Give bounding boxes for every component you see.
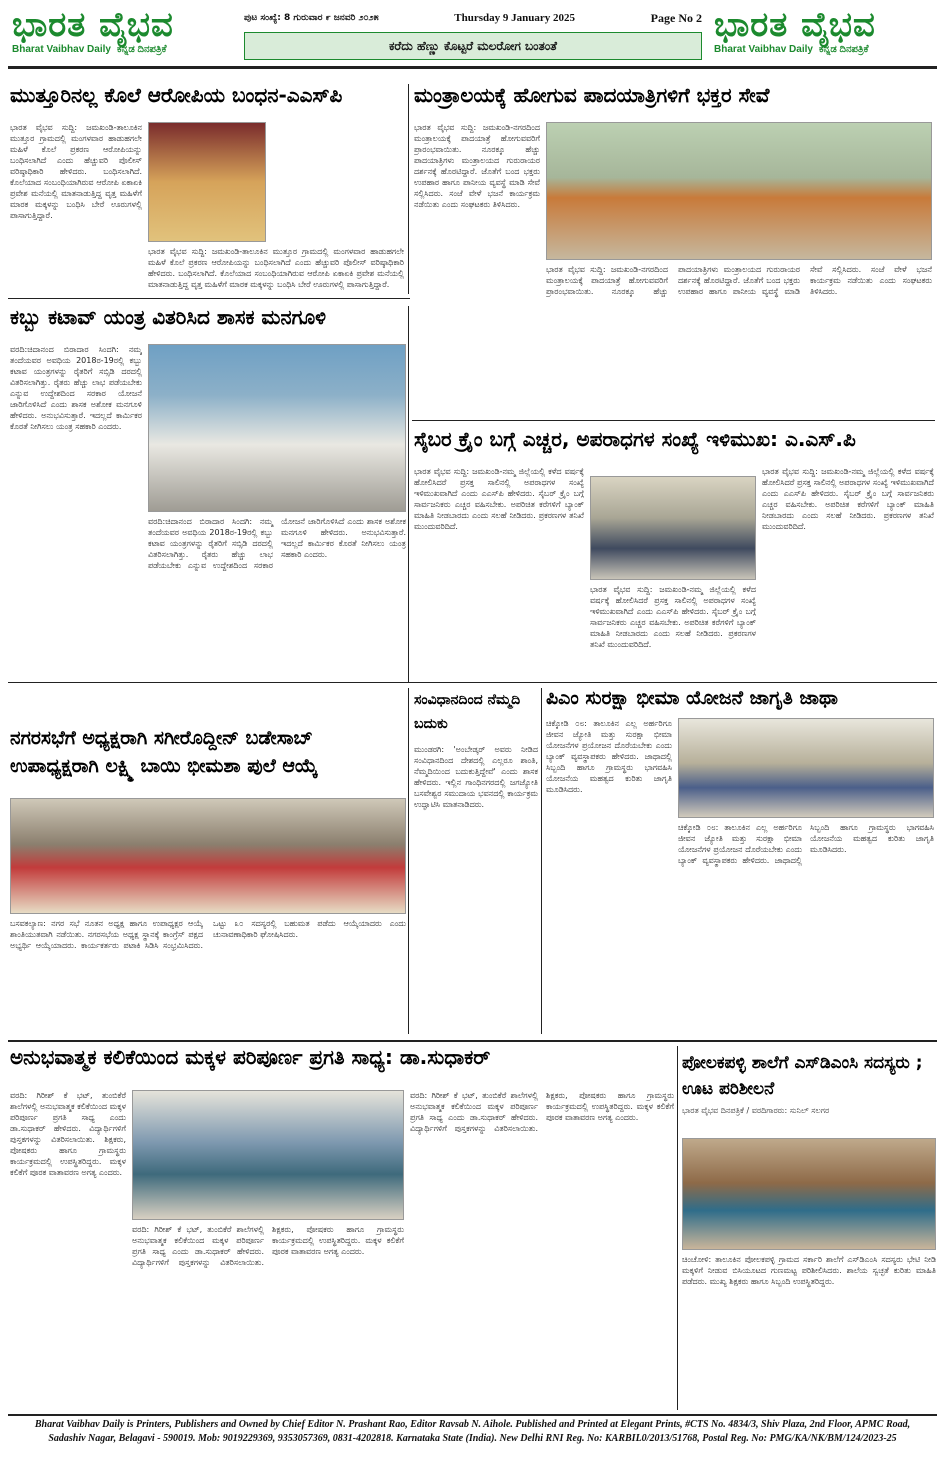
body-a8-col1: ವರದಿ: ಗಿರೀಶ್ ಕೆ ಭಟ್, ತುಂಬಿಕೆರೆ ಶಾಲೆಗಳಲ್ಲಿ ಅನುಭವಾತ್ಮಕ ಕಲಿಕೆಯಿಂದ ಮಕ್ಕಳ ಪರಿಪೂರ್ಣ ಪ್ರಗತಿ ಸಾಧ್ಯ ಎಂದು ಡಾ.ಸುಧಾಕರ್ ಹೇಳಿದರು. ವಿದ್ಯಾರ್ಥಿಗಳಿಗೆ ಪುಸ್ತಕಗಳನ್ನು ವಿತರಿಸಲಾಯಿತು. ಶಿಕ್ಷಕರು, ಪೋಷಕರು ಹಾಗೂ ಗ್ರಾಮಸ್ಥರು ಕಾರ್ಯಕ್ರಮದಲ್ಲಿ ಉಪಸ್ಥಿತರಿದ್ದರು. ಮಕ್ಕಳ ಕಲಿಕೆಗೆ ಪೂರಕ ವಾತಾವರಣ ಅಗತ್ಯ ಎಂದರು. [10, 1091, 126, 1177]
photo-a6 [678, 718, 934, 818]
rule-lower [8, 1040, 937, 1042]
body-a9: ಚಿಂಚೋಳಿ: ತಾಲೂಕಿನ ಪೋಲಕಪಳ್ಳಿ ಗ್ರಾಮದ ಸರ್ಕಾರಿ ಶಾಲೆಗೆ ಎಸ್‌ಡಿಎಂಸಿ ಸದಸ್ಯರು ಭೇಟಿ ನೀಡಿ ಮಕ್ಕಳಿಗೆ ನೀಡುವ ಬಿಸಿಯೂಟದ ಗುಣಮಟ್ಟ ಪರಿಶೀಲಿಸಿದರು. ಶಾಲೆಯ ಸ್ವಚ್ಛತೆ ಕುರಿತು ಮಾಹಿತಿ ಪಡೆದರು. ಮುಖ್ಯ ಶಿಕ್ಷಕರು ಹಾಗೂ ಸಿಬ್ಬಂದಿ ಉಪಸ್ಥಿತರಿದ್ದರು. [682, 1255, 936, 1286]
body-a4-col1: ಭಾರತ ವೈಭವ ಸುದ್ದಿ: ಜಮಖಂಡಿ-ನಮ್ಮ ಜಿಲ್ಲೆಯಲ್ಲಿ ಕಳೆದ ವರ್ಷಕ್ಕೆ ಹೋಲಿಸಿದರೆ ಪ್ರಸಕ್ತ ಸಾಲಿನಲ್ಲಿ ಅಪರಾಧಗಳ ಸಂಖ್ಯೆ ಇಳಿಮುಖವಾಗಿದೆ ಎಂದು ಎಎಸ್‌ಪಿ ಹೇಳಿದರು. ಸೈಬರ್ ಕ್ರೈಂ ಬಗ್ಗೆ ಸಾರ್ವಜನಿಕರು ಎಚ್ಚರ ವಹಿಸಬೇಕು. ಅಪರಿಚಿತ ಕರೆಗಳಿಗೆ ಬ್ಯಾಂಕ್ ಮಾಹಿತಿ ನೀಡಬಾರದು ಎಂದು ಸಲಹೆ ನೀಡಿದರು. ಪ್ರಕರಣಗಳ ತನಿಖೆ ಮುಂದುವರಿದಿದೆ. [414, 467, 584, 531]
body-a8-col3: ವರದಿ: ಗಿರೀಶ್ ಕೆ ಭಟ್, ತುಂಬಿಕೆರೆ ಶಾಲೆಗಳಲ್ಲಿ ಅನುಭವಾತ್ಮಕ ಕಲಿಕೆಯಿಂದ ಮಕ್ಕಳ ಪರಿಪೂರ್ಣ ಪ್ರಗತಿ ಸಾಧ್ಯ ಎಂದು ಡಾ.ಸುಧಾಕರ್ ಹೇಳಿದರು. ವಿದ್ಯಾರ್ಥಿಗಳಿಗೆ ಪುಸ್ತಕಗಳನ್ನು ವಿತರಿಸಲಾಯಿತು. ಶಿಕ್ಷಕರು, ಪೋಷಕರು ಹಾಗೂ ಗ್ರಾಮಸ್ಥರು ಕಾರ್ಯಕ್ರಮದಲ್ಲಿ ಉಪಸ್ಥಿತರಿದ್ದರು. ಮಕ್ಕಳ ಕಲಿಕೆಗೆ ಪೂರಕ ವಾತಾವರಣ ಅಗತ್ಯ ಎಂದರು. [410, 1091, 674, 1133]
body-a7: ಬಸವಕಲ್ಯಾಣ: ನಗರ ಸಭೆ ನೂತನ ಅಧ್ಯಕ್ಷ ಹಾಗೂ ಉಪಾಧ್ಯಕ್ಷರ ಆಯ್ಕೆ ಶಾಂತಿಯುತವಾಗಿ ನಡೆಯಿತು. ನಗರಸಭೆಯ ಅಧ್ಯಕ್ಷ ಸ್ಥಾನಕ್ಕೆ ಕಾಂಗ್ರೆಸ್ ಪಕ್ಷದ ಅಭ್ಯರ್ಥಿ ಆಯ್ಕೆಯಾದರು. ಕಾರ್ಯಕರ್ತರು ಪಟಾಕಿ ಸಿಡಿಸಿ ಸಂಭ್ರಮಿಸಿದರು. ಒಟ್ಟು ೩೦ ಸದಸ್ಯರಲ್ಲಿ ಬಹುಮತ ಪಡೆದು ಆಯ್ಕೆಯಾದರು ಎಂದು ಚುನಾವಣಾಧಿಕಾರಿ ಘೋಷಿಸಿದರು. [10, 919, 406, 950]
col-divider-5 [677, 1046, 678, 1410]
footer-rule [8, 1414, 937, 1416]
byline-a9: ಭಾರತ ವೈಭವ ದಿನಪತ್ರಿಕೆ / ವರದಿಗಾರರು: ಸುನಿಲ್ ಸಲಗರ [682, 1106, 830, 1115]
headline-a7-line1: ನಗರಸಭೆಗೆ ಅಧ್ಯಕ್ಷರಾಗಿ ಸಗೀರೊದ್ದೀನ್ ಬಡೇಸಾಬ್ [10, 727, 313, 749]
headline-a4: ಸೈಬರ ಕ್ರೈಂ ಬಗ್ಗೆ ಎಚ್ಚರ, ಅಪರಾಧಗಳ ಸಂಖ್ಯೆ ಇಳಿಮುಖ: ಎ.ಎಸ್.ಪಿ [414, 427, 856, 451]
body-a3-col2: ವರದಿ:ಚಿದಾನಂದ ಬಿರಾದಾರ ಸಿಂದಗಿ: ನಮ್ಮ ತಂದೆಯವರ ಅವಧಿಯ 2018ರ-19ರಲ್ಲಿ ಕಬ್ಬು ಕಟಾವ ಯಂತ್ರಗಳನ್ನು ರೈತರಿಗೆ ಸಬ್ಸಿಡಿ ದರದಲ್ಲಿ ವಿತರಿಸಲಾಗಿತ್ತು. ರೈತರು ಹೆಚ್ಚು ಲಾಭ ಪಡೆಯಬೇಕು ಎನ್ನುವ ಉದ್ದೇಶದಿಂದ ಸರಕಾರ ಯೋಜನೆ ಜಾರಿಗೊಳಿಸಿದೆ ಎಂದು ಶಾಸಕ ಅಶೋಕ ಮನಗೂಳಿ ಹೇಳಿದರು. ಅನುಭವಿಸುತ್ತಾರೆ. ಇದಲ್ಲದೆ ಕಾರ್ಮಿಕರ ಕೊರತೆ ನೀಗಿಸಲು ಯಂತ್ರ ಸಹಕಾರಿ ಎಂದರು. [148, 517, 406, 570]
headline-a3: ಕಬ್ಬು ಕಟಾವ್ ಯಂತ್ರ ವಿತರಿಸಿದ ಶಾಸಕ ಮನಗೂಳಿ [10, 305, 327, 329]
body-a6-col2: ಚಿಕ್ಕೋಡಿ ೦೮: ತಾಲೂಕಿನ ಎಲ್ಲ ಅರ್ಹರಿಗೂ ಜೀವನ ಜ್ಯೋತಿ ಮತ್ತು ಸುರಕ್ಷಾ ಭೀಮಾ ಯೋಜನೆಗಳ ಪ್ರಯೋಜನ ದೊರೆಯಬೇಕು ಎಂದು ಬ್ಯಾಂಕ್ ವ್ಯವಸ್ಥಾಪಕರು ಹೇಳಿದರು. ಜಾಥಾದಲ್ಲಿ ಸಿಬ್ಬಂದಿ ಹಾಗೂ ಗ್ರಾಮಸ್ಥರು ಭಾಗವಹಿಸಿ ಯೋಜನೆಯ ಮಹತ್ವದ ಕುರಿತು ಜಾಗೃತಿ ಮೂಡಿಸಿದರು. [678, 823, 934, 865]
photo-a2 [546, 122, 932, 260]
headline-a2: ಮಂತ್ರಾಲಯಕ್ಕೆ ಹೋಗುವ ಪಾದಯಾತ್ರಿಗಳಿಗೆ ಭಕ್ತರ ಸೇವೆ [414, 83, 770, 107]
headline-a5: ಸಂವಿಧಾನದಿಂದ ನೆಮ್ಮದಿ ಬದುಕು [414, 692, 521, 732]
body-a1-col2: ಭಾರತ ವೈಭವ ಸುದ್ದಿ: ಜಮಖಂಡಿ-ತಾಲೂಕಿನ ಮುತ್ತೂರ ಗ್ರಾಮದಲ್ಲಿ ಮಂಗಳವಾರ ಹಾಡುಹಗಲೇ ಮಹಿಳೆ ಕೊಲೆ ಪ್ರಕರಣ ಆರೋಪಿಯನ್ನು ಬಂಧಿಸಲಾಗಿದೆ ಎಂದು ಹೆಚ್ಚುವರಿ ಪೊಲೀಸ್ ವರಿಷ್ಠಾಧಿಕಾರಿ ಹೇಳಿದರು. ಬಂಧಿಸಲಾಗಿದೆ. ಕೊಲೆಯಾದ ಸಂಬಂಧಿಯಾಗಿರುವ ಆರೋಪಿ ಏಕಾಏಕಿ ಪ್ರವೇಶ ಮನೆಯಲ್ಲಿ ಮಾತನಾಡುತ್ತಿದ್ದ ವೃತ್ತ ಮಹಿಳೆಗೆ ಮಾರಕ ಮಕ್ಕಳನ್ನು ಬಂಧಿಸಿ ಬೇರೆ ಊರುಗಳಲ್ಲಿ ಪಾಸಾಗುತ್ತಿದ್ದಾರೆ. [148, 247, 404, 289]
tagline-bar [244, 32, 702, 60]
headline-a8: ಅನುಭವಾತ್ಮಕ ಕಲಿಕೆಯಿಂದ ಮಕ್ಕಳ ಪರಿಪೂರ್ಣ ಪ್ರಗತಿ ಸಾಧ್ಯ: ಡಾ.ಸುಧಾಕರ್ [10, 1045, 491, 1069]
col-divider-2 [408, 306, 409, 682]
body-a4-col2: ಭಾರತ ವೈಭವ ಸುದ್ದಿ: ಜಮಖಂಡಿ-ನಮ್ಮ ಜಿಲ್ಲೆಯಲ್ಲಿ ಕಳೆದ ವರ್ಷಕ್ಕೆ ಹೋಲಿಸಿದರೆ ಪ್ರಸಕ್ತ ಸಾಲಿನಲ್ಲಿ ಅಪರಾಧಗಳ ಸಂಖ್ಯೆ ಇಳಿಮುಖವಾಗಿದೆ ಎಂದು ಎಎಸ್‌ಪಿ ಹೇಳಿದರು. ಸೈಬರ್ ಕ್ರೈಂ ಬಗ್ಗೆ ಸಾರ್ವಜನಿಕರು ಎಚ್ಚರ ವಹಿಸಬೇಕು. ಅಪರಿಚಿತ ಕರೆಗಳಿಗೆ ಬ್ಯಾಂಕ್ ಮಾಹಿತಿ ನೀಡಬಾರದು ಎಂದು ಸಲಹೆ ನೀಡಿದರು. ಪ್ರಕರಣಗಳ ತನಿಖೆ ಮುಂದುವರಿದಿದೆ. [590, 585, 756, 649]
photo-a8 [132, 1090, 404, 1220]
headline-a6: ಪಿಎಂ ಸುರಕ್ಷಾ ಭೀಮಾ ಯೋಜನೆ ಜಾಗೃತಿ ಜಾಥಾ [546, 687, 838, 709]
rule-a2 [412, 420, 935, 421]
footer-line1: Bharat Vaibhav Daily is Printers, Publishers and Owned by Chief Editor N. Prashant Rao, Editor Ravsab N. Aihole. Published and Printed at Elegant Prints, #CTS No. 4834/3, Shiv Plaza, 2nd Floor, APMC Road, [34, 1419, 911, 1430]
issue-line [244, 8, 702, 28]
tagline: ಕರೆದು ಹೆಣ್ಣು ಕೊಟ್ಟರೆ ಮಲರೋಗ ಬಂತಂತೆ [389, 38, 557, 53]
photo-a4 [590, 476, 756, 580]
body-a6-col1: ಚಿಕ್ಕೋಡಿ ೦೮: ತಾಲೂಕಿನ ಎಲ್ಲ ಅರ್ಹರಿಗೂ ಜೀವನ ಜ್ಯೋತಿ ಮತ್ತು ಸುರಕ್ಷಾ ಭೀಮಾ ಯೋಜನೆಗಳ ಪ್ರಯೋಜನ ದೊರೆಯಬೇಕು ಎಂದು ಬ್ಯಾಂಕ್ ವ್ಯವಸ್ಥಾಪಕರು ಹೇಳಿದರು. ಜಾಥಾದಲ್ಲಿ ಸಿಬ್ಬಂದಿ ಹಾಗೂ ಗ್ರಾಮಸ್ಥರು ಭಾಗವಹಿಸಿ ಯೋಜನೆಯ ಮಹತ್ವದ ಕುರಿತು ಜಾಗೃತಿ ಮೂಡಿಸಿದರು. [546, 719, 672, 794]
photo-a7 [10, 798, 406, 914]
body-a2-col2: ಭಾರತ ವೈಭವ ಸುದ್ದಿ: ಜಮಖಂಡಿ-ನಗರದಿಂದ ಮಂತ್ರಾಲಯಕ್ಕೆ ಪಾದಯಾತ್ರೆ ಹೋಗುವವರಿಗೆ ಪ್ರಾರಂಭವಾಯಿತು. ನೂರಕ್ಕೂ ಹೆಚ್ಚು ಪಾದಯಾತ್ರಿಗಳು ಮಂತ್ರಾಲಯದ ಗುರುರಾಯರ ದರ್ಶನಕ್ಕೆ ಹೊರಟಿದ್ದಾರೆ. ಜೊತೆಗೆ ಬಂದ ಭಕ್ತರು ಉಪಹಾರ ಹಾಗೂ ಪಾನೀಯ ವ್ಯವಸ್ಥೆ ಮಾಡಿ ಸೇವೆ ಸಲ್ಲಿಸಿದರು. ಸಂಜೆ ವೇಳೆ ಭಜನೆ ಕಾರ್ಯಕ್ರಮ ನಡೆಯಿತು ಎಂದು ಸಂಘಟಕರು ತಿಳಿಸಿದರು. [546, 265, 932, 296]
headline-a7-line2: ಉಪಾಧ್ಯಕ್ಷರಾಗಿ ಲಕ್ಷ್ಮಿ ಬಾಯಿ ಭೀಮಶಾ ಪುಲೆ ಆಯ್ಕೆ [10, 755, 318, 777]
footer [8, 1418, 937, 1446]
logo-sub-en-right: Bharat Vaibhav Daily [714, 44, 813, 55]
col-divider-3 [541, 688, 542, 1034]
body-a2-col1: ಭಾರತ ವೈಭವ ಸುದ್ದಿ: ಜಮಖಂಡಿ-ನಗರದಿಂದ ಮಂತ್ರಾಲಯಕ್ಕೆ ಪಾದಯಾತ್ರೆ ಹೋಗುವವರಿಗೆ ಪ್ರಾರಂಭವಾಯಿತು. ನೂರಕ್ಕೂ ಹೆಚ್ಚು ಪಾದಯಾತ್ರಿಗಳು ಮಂತ್ರಾಲಯದ ಗುರುರಾಯರ ದರ್ಶನಕ್ಕೆ ಹೊರಟಿದ್ದಾರೆ. ಜೊತೆಗೆ ಬಂದ ಭಕ್ತರು ಉಪಹಾರ ಹಾಗೂ ಪಾನೀಯ ವ್ಯವಸ್ಥೆ ಮಾಡಿ ಸೇವೆ ಸಲ್ಲಿಸಿದರು. ಸಂಜೆ ವೇಳೆ ಭಜನೆ ಕಾರ್ಯಕ್ರಮ ನಡೆಯಿತು ಎಂದು ಸಂಘಟಕರು ತಿಳಿಸಿದರು. [414, 123, 540, 209]
logo-text: ಭಾರತ ವೈಭವ [12, 5, 174, 45]
page-number: Page No 2 [650, 10, 702, 25]
rule-mid [8, 682, 937, 683]
body-a4-col3: ಭಾರತ ವೈಭವ ಸುದ್ದಿ: ಜಮಖಂಡಿ-ನಮ್ಮ ಜಿಲ್ಲೆಯಲ್ಲಿ ಕಳೆದ ವರ್ಷಕ್ಕೆ ಹೋಲಿಸಿದರೆ ಪ್ರಸಕ್ತ ಸಾಲಿನಲ್ಲಿ ಅಪರಾಧಗಳ ಸಂಖ್ಯೆ ಇಳಿಮುಖವಾಗಿದೆ ಎಂದು ಎಎಸ್‌ಪಿ ಹೇಳಿದರು. ಸೈಬರ್ ಕ್ರೈಂ ಬಗ್ಗೆ ಸಾರ್ವಜನಿಕರು ಎಚ್ಚರ ವಹಿಸಬೇಕು. ಅಪರಿಚಿತ ಕರೆಗಳಿಗೆ ಬ್ಯಾಂಕ್ ಮಾಹಿತಿ ನೀಡಬಾರದು ಎಂದು ಸಲಹೆ ನೀಡಿದರು. ಪ್ರಕರಣಗಳ ತನಿಖೆ ಮುಂದುವರಿದಿದೆ. [762, 467, 934, 531]
body-a1-col1: ಭಾರತ ವೈಭವ ಸುದ್ದಿ: ಜಮಖಂಡಿ-ತಾಲೂಕಿನ ಮುತ್ತೂರ ಗ್ರಾಮದಲ್ಲಿ ಮಂಗಳವಾರ ಹಾಡುಹಗಲೇ ಮಹಿಳೆ ಕೊಲೆ ಪ್ರಕರಣ ಆರೋಪಿಯನ್ನು ಬಂಧಿಸಲಾಗಿದೆ ಎಂದು ಹೆಚ್ಚುವರಿ ಪೊಲೀಸ್ ವರಿಷ್ಠಾಧಿಕಾರಿ ಹೇಳಿದರು. ಬಂಧಿಸಲಾಗಿದೆ. ಕೊಲೆಯಾದ ಸಂಬಂಧಿಯಾಗಿರುವ ಆರೋಪಿ ಏಕಾಏಕಿ ಪ್ರವೇಶ ಮನೆಯಲ್ಲಿ ಮಾತನಾಡುತ್ತಿದ್ದ ವೃತ್ತ ಮಹಿಳೆಗೆ ಮಾರಕ ಮಕ್ಕಳನ್ನು ಬಂಧಿಸಿ ಬೇರೆ ಊರುಗಳಲ್ಲಿ ಪಾಸಾಗುತ್ತಿದ್ದಾರೆ. [10, 123, 142, 220]
logo-sub-en: Bharat Vaibhav Daily [12, 44, 111, 55]
body-a8-col2: ವರದಿ: ಗಿರೀಶ್ ಕೆ ಭಟ್, ತುಂಬಿಕೆರೆ ಶಾಲೆಗಳಲ್ಲಿ ಅನುಭವಾತ್ಮಕ ಕಲಿಕೆಯಿಂದ ಮಕ್ಕಳ ಪರಿಪೂರ್ಣ ಪ್ರಗತಿ ಸಾಧ್ಯ ಎಂದು ಡಾ.ಸುಧಾಕರ್ ಹೇಳಿದರು. ವಿದ್ಯಾರ್ಥಿಗಳಿಗೆ ಪುಸ್ತಕಗಳನ್ನು ವಿತರಿಸಲಾಯಿತು. ಶಿಕ್ಷಕರು, ಪೋಷಕರು ಹಾಗೂ ಗ್ರಾಮಸ್ಥರು ಕಾರ್ಯಕ್ರಮದಲ್ಲಿ ಉಪಸ್ಥಿತರಿದ್ದರು. ಮಕ್ಕಳ ಕಲಿಕೆಗೆ ಪೂರಕ ವಾತಾವರಣ ಅಗತ್ಯ ಎಂದರು. [132, 1225, 404, 1267]
rule-a1 [8, 298, 410, 299]
logo-text-right: ಭಾರತ ವೈಭವ [714, 5, 876, 45]
col-divider-1 [408, 84, 409, 294]
headline-a9: ಪೋಲಕಪಳ್ಳಿ ಶಾಲೆಗೆ ಎಸ್‌ಡಿಎಂಸಿ ಸದಸ್ಯರು ; ಊಟ ಪರಿಶೀಲನೆ [682, 1053, 923, 1099]
masthead-rule [8, 66, 937, 69]
masthead-logo-left [12, 6, 232, 62]
photo-a3 [148, 344, 406, 512]
logo-sub-kn-right: ಕನ್ನಡ ದಿನಪತ್ರಿಕೆ [818, 44, 869, 55]
footer-line2: Sadashiv Nagar, Belagavi - 590019. Mob: 9019229369, 9353057369, 0831-4202818. Karnataka State (India). New Delhi RNI Reg. No: KARBIL0/2013/51768, Postal Reg. No: PMG/KA/NK/BM/124/2023-25 [48, 1433, 897, 1444]
masthead-logo-right [714, 6, 934, 62]
logo-sub-kn: ಕನ್ನಡ ದಿನಪತ್ರಿಕೆ [116, 44, 167, 55]
headline-a1: ಮುತ್ತೂರಿನಲ್ಲ ಕೊಲೆ ಆರೋಪಿಯ ಬಂಧನ-ಎಎಸ್‌ಪಿ [10, 83, 343, 107]
photo-a1 [148, 122, 266, 242]
issue-line-kn: ಪುಟ ಸಂಖ್ಯೆ: 8 ಗುರುವಾರ ೯ ಜನವರಿ ೨೦೨೫ [244, 13, 379, 23]
photo-a9 [682, 1138, 936, 1250]
date-en: Thursday 9 January 2025 [454, 12, 576, 24]
body-a3-col1: ವರದಿ:ಚಿದಾನಂದ ಬಿರಾದಾರ ಸಿಂದಗಿ: ನಮ್ಮ ತಂದೆಯವರ ಅವಧಿಯ 2018ರ-19ರಲ್ಲಿ ಕಬ್ಬು ಕಟಾವ ಯಂತ್ರಗಳನ್ನು ರೈತರಿಗೆ ಸಬ್ಸಿಡಿ ದರದಲ್ಲಿ ವಿತರಿಸಲಾಗಿತ್ತು. ರೈತರು ಹೆಚ್ಚು ಲಾಭ ಪಡೆಯಬೇಕು ಎನ್ನುವ ಉದ್ದೇಶದಿಂದ ಸರಕಾರ ಯೋಜನೆ ಜಾರಿಗೊಳಿಸಿದೆ ಎಂದು ಶಾಸಕ ಅಶೋಕ ಮನಗೂಳಿ ಹೇಳಿದರು. ಅನುಭವಿಸುತ್ತಾರೆ. ಇದಲ್ಲದೆ ಕಾರ್ಮಿಕರ ಕೊರತೆ ನೀಗಿಸಲು ಯಂತ್ರ ಸಹಕಾರಿ ಎಂದರು. [10, 345, 142, 431]
col-divider-4 [408, 688, 409, 1034]
body-a5: ಮುಂಡರಗಿ: 'ಅಂಬೇಡ್ಕರ್ ಅವರು ನೀಡಿದ ಸಂವಿಧಾನದಿಂದ ದೇಶದಲ್ಲಿ ಎಲ್ಲರೂ ಶಾಂತಿ, ನೆಮ್ಮದಿಯಿಂದ ಬದುಕುತ್ತಿದ್ದೇವೆ' ಎಂದು ಶಾಸಕ ಹೇಳಿದರು. ಇಲ್ಲಿನ ಗಾಂಧಿನಗರದಲ್ಲಿ ಜಗಜ್ಯೋತಿ ಬಸವೇಶ್ವರ ಸಮುದಾಯ ಭವನದಲ್ಲಿ ಕಾರ್ಯಕ್ರಮ ಉದ್ಘಾಟಿಸಿ ಮಾತನಾಡಿದರು. [414, 745, 538, 809]
headline-a7 [10, 724, 406, 780]
